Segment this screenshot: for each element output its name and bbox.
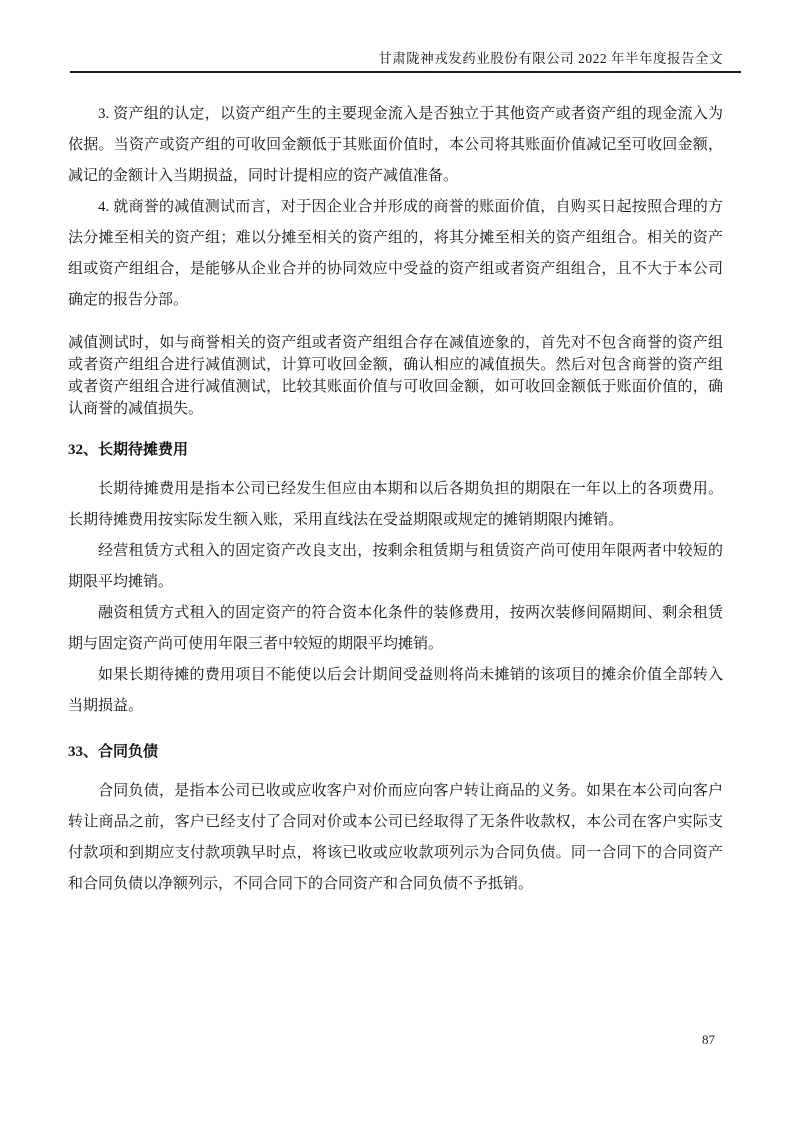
paragraph-33-definition: 合同负债，是指本公司已收或应收客户对价而应向客户转让商品的义务。如果在本公司向客户转让商品之前，客户已经支付了合同对价或本公司已经取得了无条件收款权，本公司在客户实际支付款项和到期应支付款项孰早时点，将该已收或应收款项列示为合同负债。同一合同下的合同资产和合同负债以净额列示，不同合同下的合同资产和合同负债不予抵销。 bbox=[68, 783, 723, 892]
page-number: 87 bbox=[702, 1032, 715, 1047]
section-heading-33-contract-liabilities: 33、合同负债 bbox=[68, 744, 159, 760]
paragraph-32-transfer-to-profit-loss: 如果长期待摊的费用项目不能使以后会计期间受益则将尚未摊销的该项目的摊余价值全部转入当期损益。 bbox=[68, 667, 723, 714]
report-header-title: 甘肃陇神戎发药业股份有限公司 2022 年半年度报告全文 bbox=[378, 51, 723, 66]
paragraph-impairment-testing: 减值测试时，如与商誉相关的资产组或者资产组组合存在减值迹象的，首先对不包含商誉的资产组或者资产组组合进行减值测试，计算可收回金额，确认相应的减值损失。然后对包含商誉的资产组或者资产组组合进行减值测试，比较其账面价值与可收回金额，如可收回金额低于账面价值的，确认商誉的减值损失。 bbox=[68, 335, 723, 417]
header-divider bbox=[70, 71, 741, 73]
paragraph-asset-group-recognition: 3. 资产组的认定，以资产组产生的主要现金流入是否独立于其他资产或者资产组的现金流入为依据。当资产或资产组的可收回金额低于其账面价值时，本公司将其账面价值减记至可收回金额，减记的金额计入当期损益，同时计提相应的资产减值准备。 bbox=[68, 106, 723, 184]
document-body bbox=[68, 99, 723, 900]
section-heading-32-long-term-deferred-expenses: 32、长期待摊费用 bbox=[68, 442, 189, 458]
paragraph-32-definition: 长期待摊费用是指本公司已经发生但应由本期和以后各期负担的期限在一年以上的各项费用。长期待摊费用按实际发生额入账，采用直线法在受益期限或规定的摊销期限内摊销。 bbox=[68, 481, 723, 528]
paragraph-32-finance-lease: 融资租赁方式租入的固定资产的符合资本化条件的装修费用，按两次装修间隔期间、剩余租赁期与固定资产尚可使用年限三者中较短的期限平均摊销。 bbox=[68, 605, 723, 652]
paragraph-goodwill-impairment: 4. 就商誉的减值测试而言，对于因企业合并形成的商誉的账面价值，自购买日起按照合理的方法分摊至相关的资产组；难以分摊至相关的资产组的，将其分摊至相关的资产组组合。相关的资产组或资产组组合，是能够从企业合并的协同效应中受益的资产组或者资产组组合，且不大于本公司确定的报告分部。 bbox=[68, 199, 723, 308]
paragraph-32-operating-lease: 经营租赁方式租入的固定资产改良支出，按剩余租赁期与租赁资产尚可使用年限两者中较短的期限平均摊销。 bbox=[68, 543, 723, 590]
